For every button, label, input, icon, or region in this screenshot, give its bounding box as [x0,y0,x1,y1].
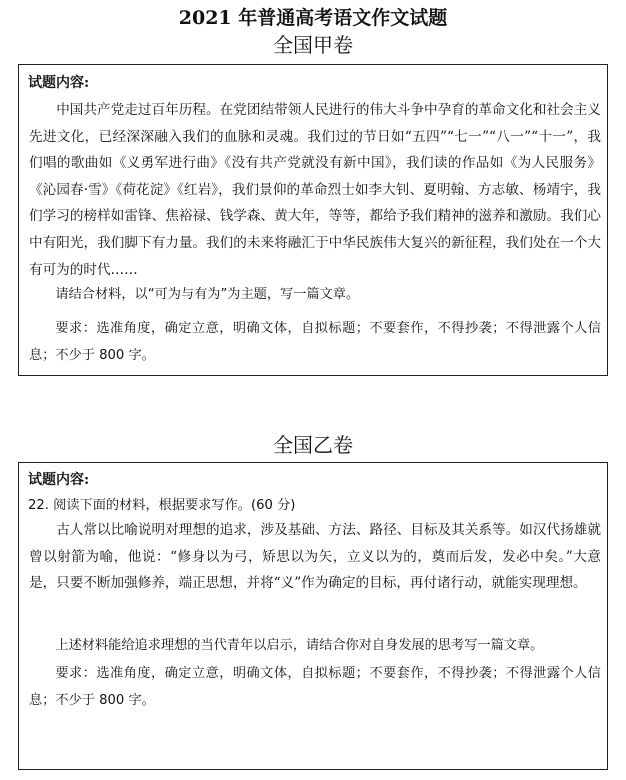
question-number-line: 22. 阅读下面的材料，根据要求写作。(60 分) [28,498,296,513]
writing-prompt: 上述材料能给追求理想的当代青年以启示，请结合你对自身发展的思考写一篇文章。 [55,638,544,653]
content-label: 试题内容: [28,75,90,91]
material-paragraph: 古人常以比喻说明对理想的追求，涉及基础、方法、路径、目标及其关系等。如汉代扬雄就曾以射箭为喻，他说：“修身以为弓，矫思以为矢，立义以为的，奠而后发，发必中矣。”大意是，只要不断加强修养，端正思想，并将“义”作为确定的目标，再付诸行动，就能实现理想。 [29,522,601,592]
writing-prompt: 请结合材料，以“可为与有为”为主题，写一篇文章。 [55,287,360,302]
material-paragraph: 中国共产党走过百年历程。在党团结带领人民进行的伟大斗争中孕育的革命文化和社会主义先进文化，已经深深融入我们的血脉和灵魂。我们过的节日如“五四”“七一”“八一”“十一”，我们唱的歌曲如《义勇军进行曲》《没有共产党就没有新中国》，我们读的作品如《为人民服务》《沁园春·雪》《荷花淀》《红岩》，我们景仰的革命烈士如李大钊、夏明翰、方志敏、杨靖宇，我们学习的榜样如雷锋、焦裕禄、钱学森、黄大年，等等，都给予我们精神的滋养和激励。我们心中有阳光，我们脚下有力量。我们的未来将融汇于中华民族伟大复兴的新征程，我们处在一个大有可为的时代…… [29,102,601,278]
section-heading-yi: 全国乙卷 [273,433,353,457]
writing-requirement: 要求：选准角度，确定立意，明确文体，自拟标题；不要套作，不得抄袭；不得泄露个人信息；不少于 800 字。 [29,321,601,363]
content-label: 试题内容: [28,472,90,488]
writing-requirement: 要求：选准角度，确定立意，明确文体，自拟标题；不要套作，不得抄袭；不得泄露个人信息；不少于 800 字。 [29,666,601,708]
page-title: 2021 年普通高考语文作文试题 [178,7,448,29]
question-box-yi [18,462,608,770]
question-box-jia [18,64,608,376]
section-heading-jia: 全国甲卷 [273,33,353,57]
